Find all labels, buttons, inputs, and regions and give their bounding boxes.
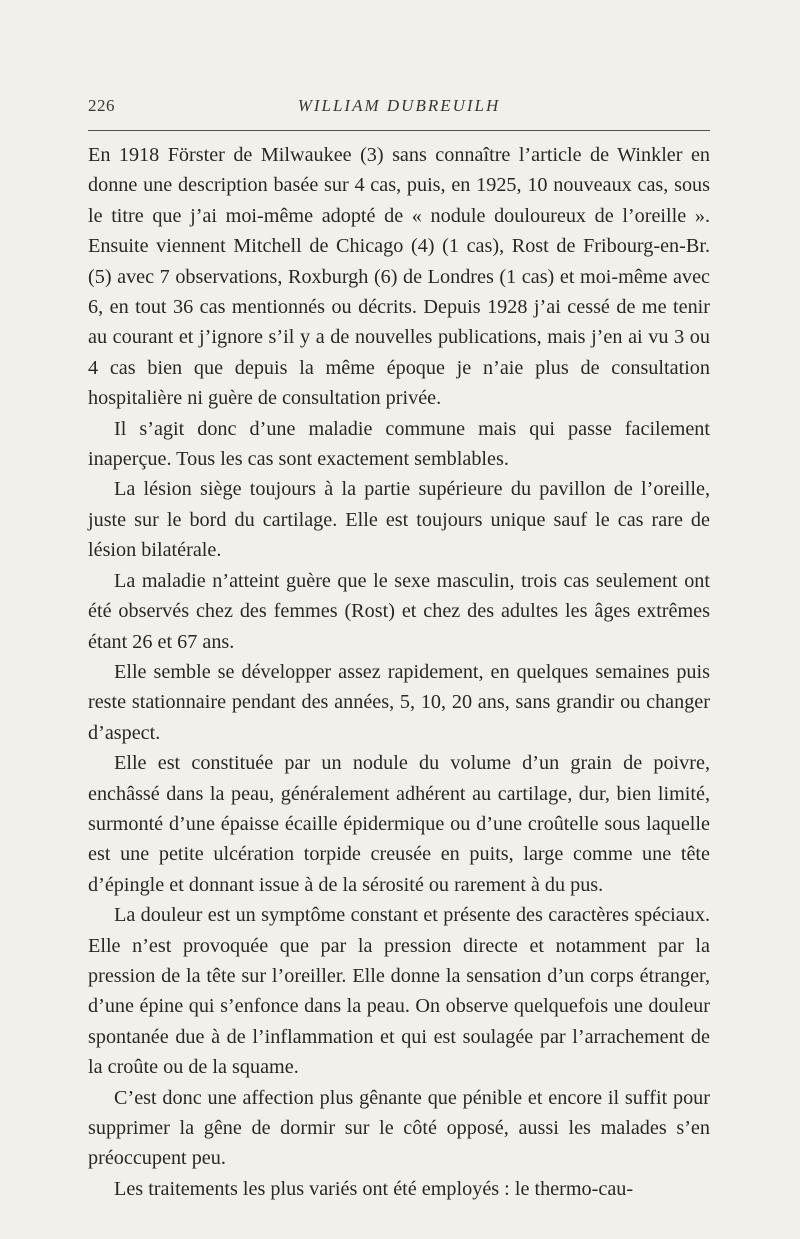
paragraph: Il s’agit donc d’une maladie commune mais qui passe facilement inaperçue. Tous les cas sont exactement semblables. [88,417,710,471]
page-number: 226 [88,96,115,115]
paragraph: C’est donc une affection plus gênante que pénible et encore il suffit pour supprimer la gêne de dormir sur le côté opposé, aussi les malades s’en préoccupent peu. [88,1086,710,1170]
paragraph: Les traitements les plus variés ont été employés : le thermo-cau- [114,1177,634,1200]
paragraph: La lésion siège toujours à la partie supérieure du pavillon de l’oreille, juste sur le bord du cartilage. Elle est toujours unique sauf le cas rare de lésion bilatérale. [88,478,710,562]
paragraph: La maladie n’atteint guère que le sexe masculin, trois cas seulement ont été observés chez des femmes (Rost) et chez des adultes les âges extrêmes étant 26 et 67 ans. [88,569,710,653]
paragraph: En 1918 Förster de Milwaukee (3) sans connaître l’article de Winkler en donne une description basée sur 4 cas, puis, en 1925, 10 nouveaux cas, sous le titre que j’ai moi-même adopté de « nodule douloureux de l’oreille ». Ensuite viennent Mitchell de Chicago (4) (1 cas), Rost de Fribourg-en-Br. (5) avec 7 observations, Roxburgh (6) de Londres (1 cas) et moi-même avec 6, en tout 36 cas mentionnés ou décrits. Depuis 1928 j’ai cessé de me tenir au courant et j’ignore s’il y a de nouvelles publications, mais j’en ai vu 3 ou 4 cas bien que depuis la même époque je n’aie plus de consultation hospitalière ni guère de consultation privée. [88,144,710,410]
paragraph: Elle semble se développer assez rapidement, en quelques semaines puis reste stationnaire pendant des années, 5, 10, 20 ans, sans grandir ou changer d’aspect. [88,660,710,744]
paragraph: La douleur est un symptôme constant et présente des caractères spéciaux. Elle n’est provoquée que par la pression directe et notamment par la pression de la tête sur l’oreiller. Elle donne la sensation d’un corps étranger, d’une épine qui s’enfonce dans la peau. On observe quelquefois une douleur spontanée due à de l’inflammation et qui est soulagée par l’arrachement de la croûte ou de la squame. [88,904,710,1079]
running-head [88,96,710,120]
body-text [88,140,710,1204]
running-title: WILLIAM DUBREUILH [297,96,501,115]
header-rule [88,130,710,131]
paragraph: Elle est constituée par un nodule du volume d’un grain de poivre, enchâssé dans la peau, généralement adhérent au cartilage, dur, bien limité, surmonté d’une épaisse écaille épidermique ou d’une croûtelle sous laquelle est une petite ulcération torpide creusée en puits, large comme une tête d’épingle et donnant issue à de la sérosité ou rarement à du pus. [88,752,710,896]
